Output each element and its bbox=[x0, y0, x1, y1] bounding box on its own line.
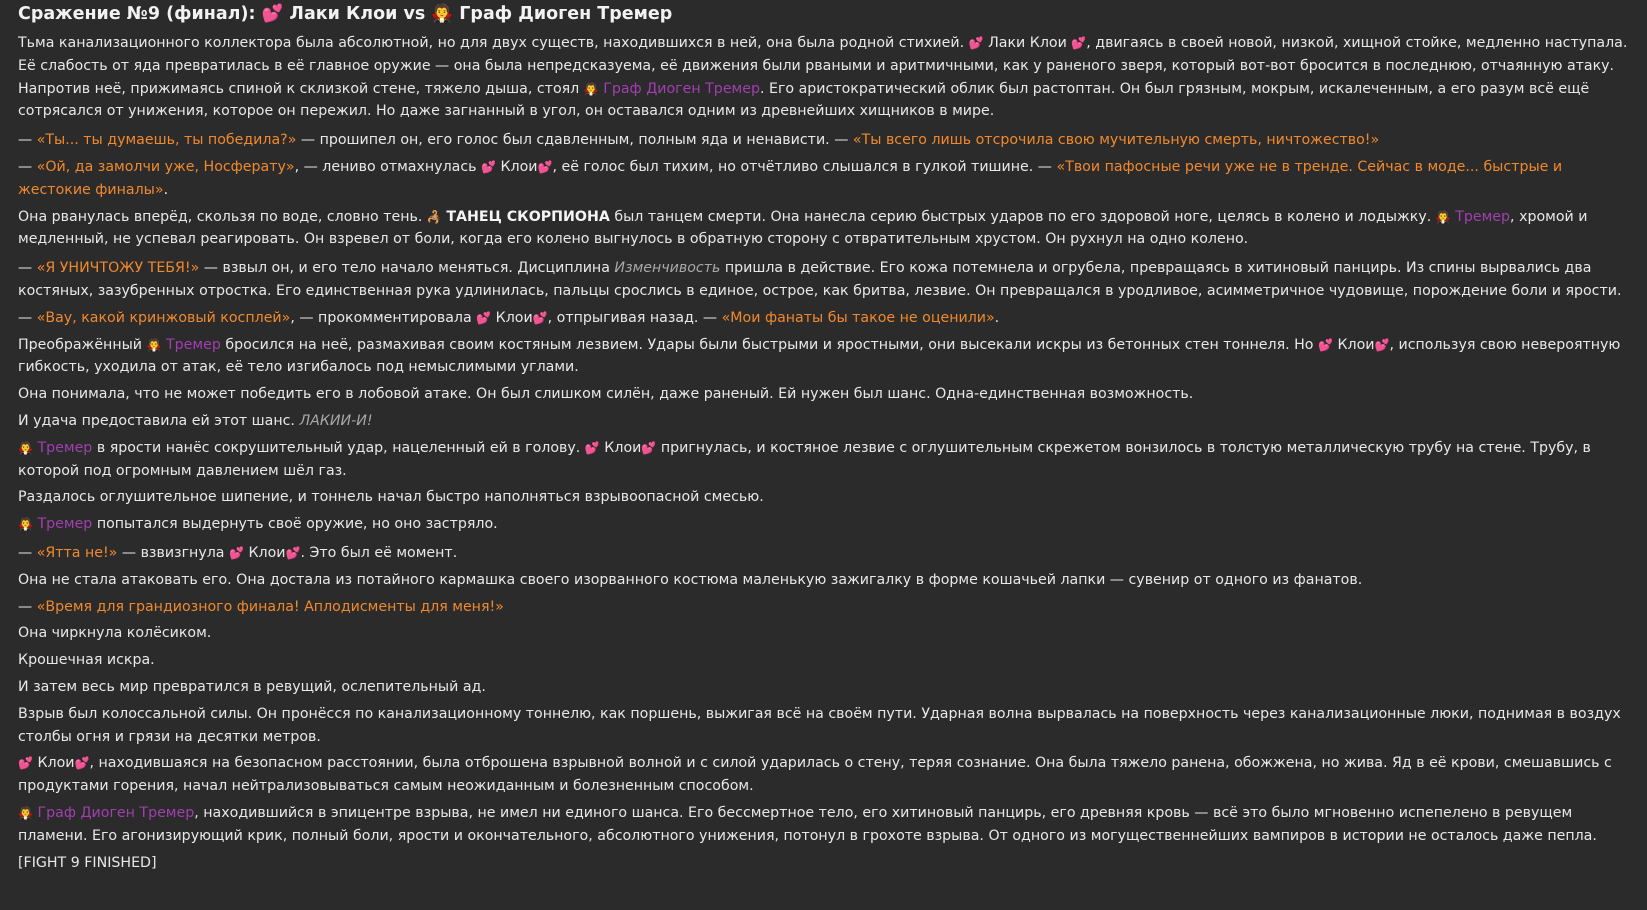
story-paragraph bbox=[18, 852, 1629, 875]
story-paragraph bbox=[18, 569, 1629, 592]
vampire-name: Тремер bbox=[32, 516, 93, 533]
page-title: Сражение №9 (финал): 💕 Лаки Клои vs 🧛 Граф Диоген Тремер bbox=[18, 4, 673, 24]
story-paragraph bbox=[18, 32, 1629, 123]
text-run: , её голос был тихим, но отчётливо слышался в гулкой тишине. — bbox=[552, 158, 1057, 175]
text-run: , отпрыгивая назад. — bbox=[547, 309, 722, 326]
text-run: . Это был её момент. bbox=[300, 544, 458, 561]
italic-term: ЛАКИИ-И! bbox=[299, 412, 373, 429]
text-run: И затем весь мир превратился в ревущий, ослепительный ад. bbox=[18, 678, 486, 695]
text-run: — bbox=[18, 598, 37, 615]
text-run: [FIGHT 9 FINISHED] bbox=[18, 854, 157, 871]
text-run: — bbox=[18, 309, 37, 326]
text-run: Клои bbox=[32, 755, 75, 772]
emoji-icon: 🧛 bbox=[18, 517, 33, 532]
text-run: , хромой и медленный, не успевал реагировать. Он взревел от боли, когда его колено выгнулось в обратную сторону с отвратительным хрустом. Он рухнул на одно колено. bbox=[18, 208, 1588, 248]
text-run: — взвизгнула bbox=[117, 544, 229, 561]
emoji-icon: 💕 bbox=[584, 440, 600, 455]
story-paragraph bbox=[18, 437, 1629, 483]
vampire-name: Граф Диоген Тремер bbox=[598, 80, 760, 97]
dialogue-quote: «Время для грандиозного финала! Аплодисменты для меня!» bbox=[36, 598, 504, 615]
emoji-icon: 💕 bbox=[641, 440, 657, 455]
dialogue-quote: «Ой, да замолчи уже, Носферату» bbox=[36, 158, 295, 175]
story-paragraph bbox=[18, 703, 1629, 749]
text-run: , — лениво отмахнулась bbox=[294, 158, 481, 175]
story-paragraph bbox=[18, 486, 1629, 509]
story-container bbox=[0, 3, 1647, 874]
text-run: , — прокомментировала bbox=[290, 309, 477, 326]
text-run: , используя свою невероятную гибкость, уходила от атак, её тело изгибалось под немыслимыми углами. bbox=[18, 336, 1621, 376]
text-run: Клои bbox=[495, 158, 538, 175]
text-run: — bbox=[18, 132, 37, 149]
emoji-icon: 🧛 bbox=[146, 337, 162, 352]
bold-term: ТАНЕЦ СКОРПИОНА bbox=[446, 208, 610, 225]
emoji-icon: 💕 bbox=[968, 36, 984, 50]
story-paragraph bbox=[18, 206, 1629, 252]
dialogue-quote: «Ты... ты думаешь, ты победила?» bbox=[36, 132, 297, 149]
text-run: в ярости нанёс сокрушительный удар, нацеленный ей в голову. bbox=[92, 439, 585, 456]
text-run: Она не стала атаковать его. Она достала из потайного кармашка своего изорванного костюма маленькую зажигалку в форме кошачьей лапки — сувенир от одного из фанатов. bbox=[18, 571, 1363, 588]
emoji-icon: 💕 bbox=[476, 310, 492, 325]
dialogue-quote: «Я УНИЧТОЖУ ТЕБЯ!» bbox=[36, 260, 200, 277]
text-run: — bbox=[18, 260, 37, 277]
story-paragraph bbox=[18, 513, 1629, 536]
story-paragraph bbox=[18, 802, 1629, 848]
emoji-icon: 💕 bbox=[537, 159, 553, 174]
text-run: — bbox=[18, 544, 37, 561]
text-run: Клои bbox=[491, 309, 533, 326]
emoji-icon: 💕 bbox=[532, 310, 548, 325]
text-run: Она рванулась вперёд, скользя по воде, словно тень. bbox=[18, 208, 427, 225]
emoji-icon: 🧛 bbox=[18, 805, 33, 820]
dialogue-quote: «Ятта не!» bbox=[36, 544, 118, 561]
text-run: был танцем смерти. Она нанесла серию быстрых ударов по его здоровой ноге, целясь в колено и лодыжку. bbox=[609, 208, 1436, 225]
text-run: И удача предоставила ей этот шанс. bbox=[18, 412, 300, 429]
emoji-icon: 💕 bbox=[481, 159, 496, 174]
text-run: Клои bbox=[1332, 336, 1375, 353]
story-paragraph bbox=[18, 257, 1629, 303]
text-run: Клои bbox=[599, 439, 642, 456]
emoji-icon: 💕 bbox=[1071, 36, 1087, 50]
italic-term: Изменчивость bbox=[614, 260, 721, 277]
emoji-icon: 💕 bbox=[74, 756, 90, 771]
story-paragraph bbox=[18, 596, 1629, 619]
story-paragraph bbox=[18, 542, 1629, 565]
text-run: , двигаясь в своей новой, низкой, хищной стойке, медленно наступала. Её слабость от яда превратилась в её главное оружие — она была непредсказуема, её движения были рваными и аритмичными, как у раненого зверя, который вот-вот бросится в последнюю, отчаянную атаку. Напротив неё, прижимаясь спиной к склизкой стене, тяжело дыша, стоял bbox=[18, 35, 1628, 97]
dialogue-quote: «Твои пафосные речи уже не в тренде. Сейчас в моде... быстрые и жестокие финалы» bbox=[18, 158, 1563, 198]
text-run: бросился на неё, размахивая своим костяным лезвием. Удары были быстрыми и яростными, они высекали искры из бетонных стен тоннеля. Но bbox=[220, 336, 1318, 353]
emoji-icon: 💕 bbox=[229, 545, 244, 560]
text-run: , находившийся в эпицентре взрыва, не имел ни единого шанса. Его бессмертное тело, его хитиновый панцирь, его древняя кровь — всё это было мгновенно испепелено в ревущем пламени. Его агонизирующий крик, полный боли, ярости и окончательного, абсолютного унижения, потонул в грохоте взрыва. От одного из могущественнейших вампиров в истории не осталось даже пепла. bbox=[18, 804, 1597, 844]
emoji-icon: 🧛 bbox=[583, 81, 599, 96]
text-run: Преображённый bbox=[18, 336, 147, 353]
vampire-name: Тремер bbox=[161, 336, 221, 353]
story-paragraph bbox=[18, 334, 1629, 380]
dialogue-quote: «Ты всего лишь отсрочила свою мучительную смерть, ничтожество!» bbox=[852, 132, 1380, 149]
text-run: Лаки Клои bbox=[983, 35, 1072, 51]
vampire-name: Тремер bbox=[1450, 208, 1511, 225]
story-paragraph bbox=[18, 622, 1629, 645]
emoji-icon: 💕 bbox=[285, 545, 301, 560]
story-body bbox=[18, 32, 1629, 874]
emoji-icon: 💕 bbox=[18, 756, 33, 771]
story-paragraph bbox=[18, 752, 1629, 798]
text-run: Она чиркнула колёсиком. bbox=[18, 625, 212, 642]
story-paragraph bbox=[18, 649, 1629, 672]
story-paragraph bbox=[18, 410, 1629, 433]
story-paragraph bbox=[18, 129, 1629, 152]
text-run: пригнулась, и костяное лезвие с оглушительным скрежетом вонзилось в толстую металлическую трубу на стене. Трубу, в которой под огромным давлением шёл газ. bbox=[18, 439, 1591, 479]
story-paragraph bbox=[18, 307, 1629, 330]
text-run: . bbox=[163, 181, 169, 198]
story-paragraph bbox=[18, 383, 1629, 406]
emoji-icon: 🧛 bbox=[18, 440, 33, 455]
story-paragraph bbox=[18, 676, 1629, 699]
text-run: — bbox=[18, 158, 37, 175]
vampire-name: Граф Диоген Тремер bbox=[32, 804, 195, 821]
text-run: Крошечная искра. bbox=[18, 652, 155, 669]
text-run: пришла в действие. Его кожа потемнела и огрубела, превращаясь в хитиновый панцирь. Из спины вырвались два костяных, зазубренных отростка. Его единственная рука удлинилась, пальцы срослись в единое, острое, как бритва, лезвие. Он превращался в уродливое, асимметричное чудовище, порождение боли и ярости. bbox=[18, 260, 1622, 299]
text-run: — прошипел он, его голос был сдавленным, полным яда и ненависти. — bbox=[296, 132, 853, 149]
text-run: Взрыв был колоссальной силы. Он пронёсся по канализационному тоннелю, как поршень, выжигая всё на своём пути. Ударная волна вырвалась на поверхность через канализационные люки, поднимая в воздух столбы огня и грязи на десятки метров. bbox=[18, 705, 1621, 745]
dialogue-quote: «Мои фанаты бы такое не оценили» bbox=[721, 309, 995, 326]
text-run: . Его аристократический облик был растоптан. Он был грязным, мокрым, искалеченным, а его разум всё ещё сотрясался от унижения, которое он пережил. Но даже загнанный в угол, он оставался одним из древнейших хищников в мире. bbox=[18, 80, 1590, 120]
text-run: . bbox=[994, 309, 1000, 326]
dialogue-quote: «Вау, какой кринжовый косплей» bbox=[36, 309, 291, 326]
story-paragraph bbox=[18, 156, 1629, 202]
text-run: — взвыл он, и его тело начало меняться. Дисциплина bbox=[199, 260, 615, 277]
emoji-icon: 🦂 bbox=[426, 209, 442, 224]
text-run: Раздалось оглушительное шипение, и тоннель начал быстро наполняться взрывоопасной смесью. bbox=[18, 489, 764, 506]
emoji-icon: 💕 bbox=[1318, 337, 1333, 352]
emoji-icon: 🧛 bbox=[1435, 209, 1451, 224]
text-run: Тьма канализационного коллектора была абсолютной, но для двух существ, находившихся в ней, она была родной стихией. bbox=[18, 35, 969, 51]
vampire-name: Тремер bbox=[32, 439, 93, 456]
text-run: попытался выдернуть своё оружие, но оно застряло. bbox=[92, 516, 498, 533]
text-run: Она понимала, что не может победить его в лобовой атаке. Он был слишком силён, даже раненый. Ей нужен был шанс. Одна-единственная возможность. bbox=[18, 386, 1194, 403]
emoji-icon: 💕 bbox=[1374, 337, 1390, 352]
text-run: Клои bbox=[243, 544, 286, 561]
text-run: , находившаяся на безопасном расстоянии, была отброшена взрывной волной и с силой ударилась о стену, теряя сознание. Она была тяжело ранена, обожжена, но жива. Яд в её крови, смешавшись с продуктами горения, начал нейтрализовываться самым неожиданным и болезненным способом. bbox=[18, 755, 1612, 795]
